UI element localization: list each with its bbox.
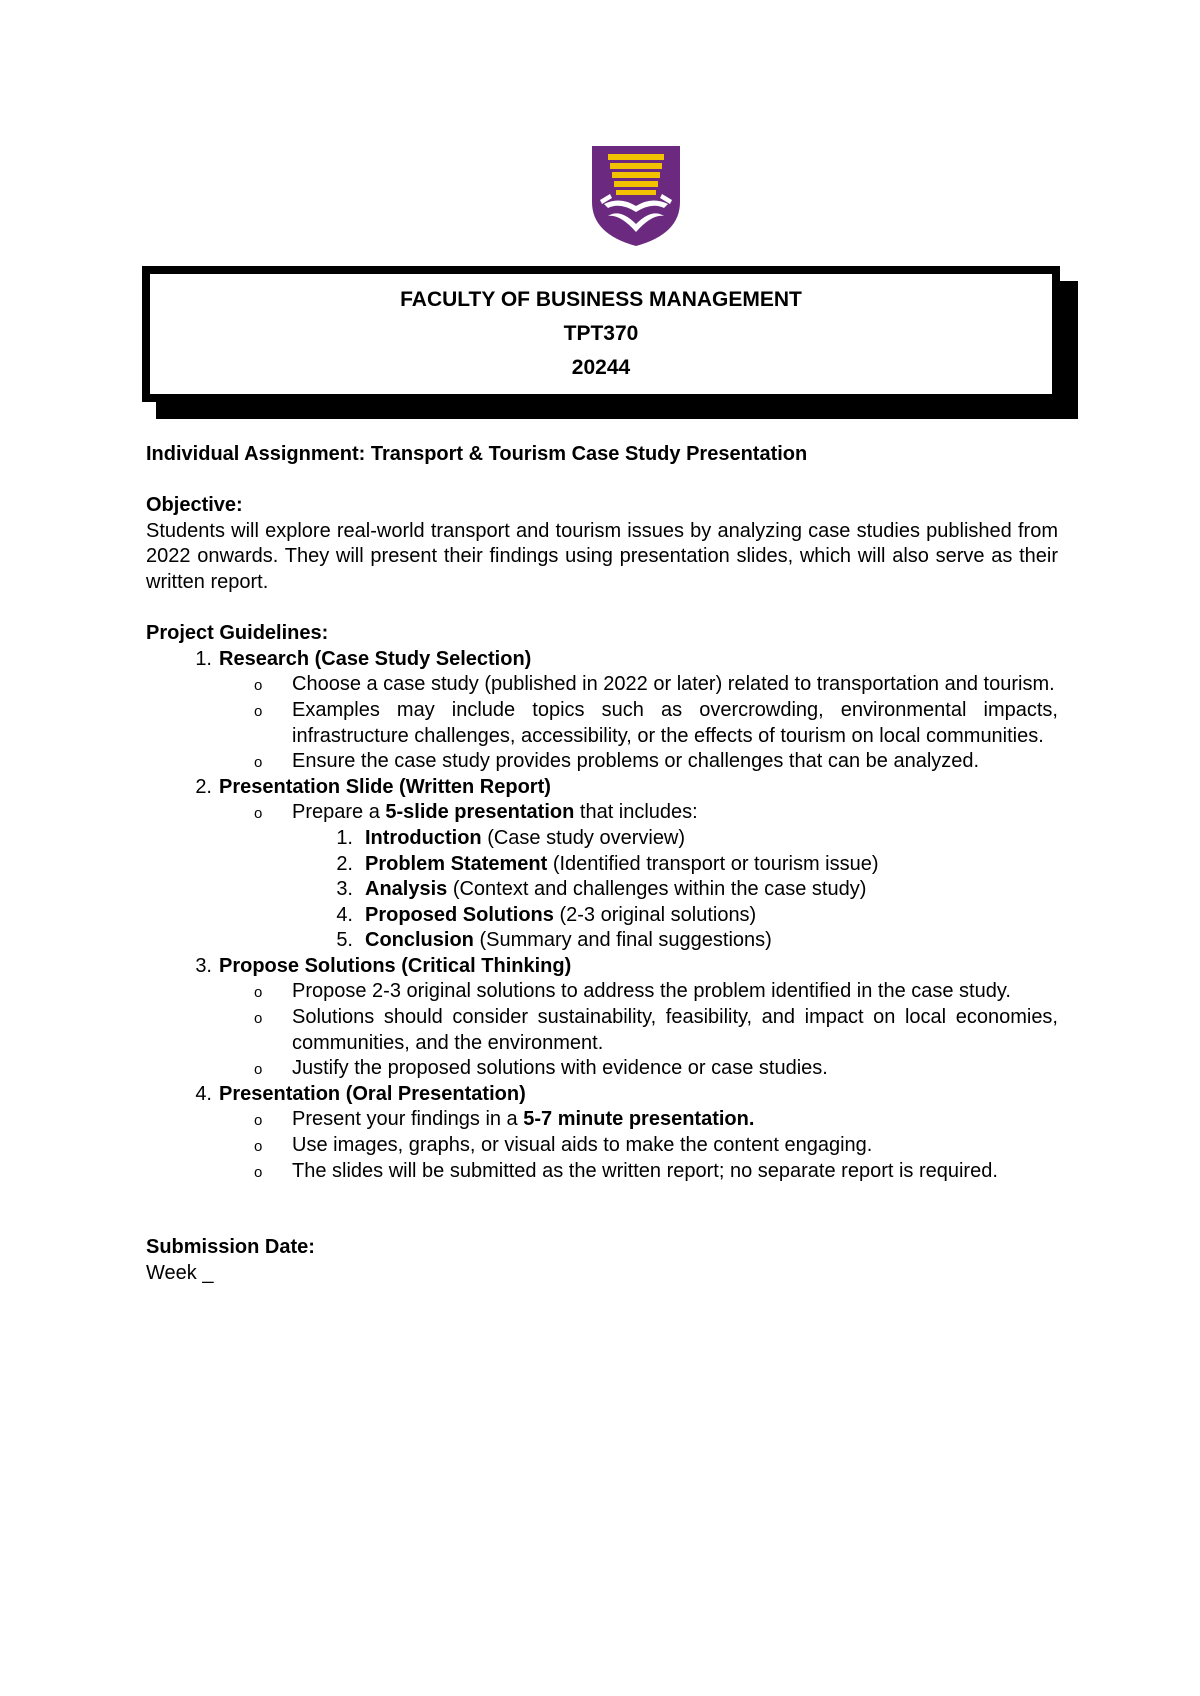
sub-bullets: [219, 979, 1058, 1081]
objective-text: Students will explore real-world transport and tourism issues by analyzing case studies published from 2022 onwards. They will present their findings using presentation slides, which will also serve as their written report.: [146, 519, 1058, 593]
bullet-icon: o: [254, 984, 263, 1002]
bullet-icon: o: [254, 1010, 263, 1028]
list-item: o Choose a case study (published in 2022 or later) related to transportation and tourism.: [292, 672, 1058, 698]
bullet-icon: o: [254, 754, 263, 772]
document-body: [146, 442, 1058, 1286]
header-box: [142, 266, 1060, 402]
list-number: 3.: [195, 954, 212, 977]
guideline-title: Research (Case Study Selection): [219, 647, 532, 670]
guidelines-heading: Project Guidelines:: [146, 622, 329, 645]
submission-value: Week _: [146, 1261, 214, 1284]
slide-item: 1. Introduction (Case study overview): [336, 826, 686, 849]
course-code: TPT370: [563, 322, 639, 345]
submission-heading: Submission Date:: [146, 1236, 315, 1259]
list-item: o Present your findings in a 5-7 minute presentation.: [292, 1107, 1058, 1133]
assignment-title: Individual Assignment: Transport & Tourism Case Study Presentation: [146, 443, 808, 465]
slide-item: 4. Proposed Solutions (2-3 original solutions): [336, 903, 757, 926]
guideline-item-solutions: [146, 954, 1058, 1082]
sub-bullets: [219, 672, 1058, 774]
bullet-icon: o: [254, 702, 263, 720]
list-item: o The slides will be submitted as the written report; no separate report is required.: [292, 1159, 1058, 1185]
slide-item: 2. Problem Statement (Identified transport or tourism issue): [336, 852, 879, 875]
list-item: o Ensure the case study provides problems or challenges that can be analyzed.: [292, 749, 1058, 775]
guideline-item-slides: [146, 775, 1058, 954]
header-inner: [147, 271, 1055, 397]
guideline-title: Propose Solutions (Critical Thinking): [219, 954, 572, 977]
list-item: o Prepare a 5-slide presentation that includes: 1. Introduction (Case study overview) 2. Problem Statement (Identified transport or tourism issue) 3. Analysis (Context and challenges within the case study) 4. Proposed Solutions (2-3 original solutions) 5. Conclusion (Summary and final suggestions): [292, 800, 1058, 954]
bullet-icon: o: [254, 1112, 263, 1130]
guideline-title: Presentation (Oral Presentation): [219, 1082, 526, 1105]
list-item: o Examples may include topics such as overcrowding, environmental impacts, infrastructure challenges, accessibility, or the effects of tourism on local communities.: [254, 698, 1058, 747]
list-item: o Use images, graphs, or visual aids to make the content engaging.: [292, 1133, 1058, 1159]
list-item: o Propose 2-3 original solutions to address the problem identified in the case study.: [292, 979, 1058, 1005]
session-code: 20244: [571, 356, 631, 379]
guideline-item-presentation: [146, 1082, 1058, 1184]
list-item: o Solutions should consider sustainability, feasibility, and impact on local economies, communities, and the environment.: [254, 1006, 1058, 1054]
list-number: 4.: [195, 1082, 212, 1105]
sub-bullets: [219, 800, 1058, 954]
list-number: 2.: [195, 775, 212, 798]
bullet-icon: o: [254, 1138, 263, 1156]
bullet-icon: o: [254, 677, 263, 695]
list-number: 1.: [195, 647, 212, 670]
slide-list: [292, 826, 1058, 954]
bullet-icon: o: [254, 1163, 263, 1181]
slide-item: 3. Analysis (Context and challenges within the case study): [336, 878, 867, 901]
objective-heading: Objective:: [146, 494, 243, 517]
bullet-icon: o: [254, 1061, 263, 1079]
guideline-item-research: [146, 647, 1058, 775]
guidelines-list: [146, 647, 1058, 1184]
list-item: o Justify the proposed solutions with evidence or case studies.: [292, 1056, 1058, 1082]
slide-item: 5. Conclusion (Summary and final suggestions): [336, 929, 772, 952]
sub-bullets: [219, 1107, 1058, 1184]
bullet-icon: o: [254, 805, 263, 823]
guideline-title: Presentation Slide (Written Report): [219, 775, 551, 798]
faculty-name: FACULTY OF BUSINESS MANAGEMENT: [400, 288, 802, 311]
university-crest-icon: [590, 144, 682, 248]
